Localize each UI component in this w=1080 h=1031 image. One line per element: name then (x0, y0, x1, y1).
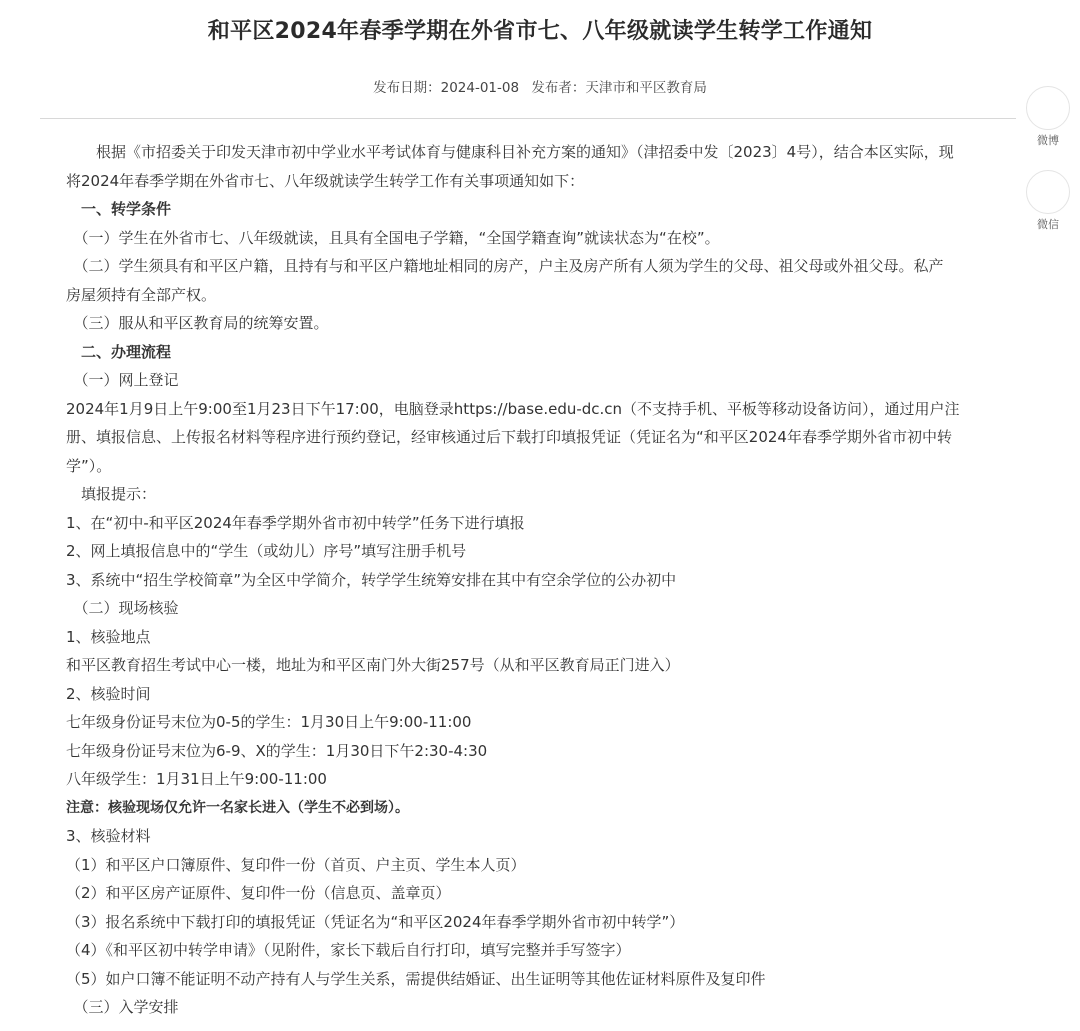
list-item: 3、系统中“招生学校简章”为全区中学简介，转学学生统筹安排在其中有空余学位的公办初中 (66, 570, 677, 589)
share-weibo-button[interactable] (1026, 86, 1070, 148)
publisher: 发布者：天津市和平区教育局 (531, 80, 707, 96)
article-body (66, 138, 1026, 1022)
paragraph: 填报提示： (66, 485, 157, 503)
page-title: 和平区2024年春季学期在外省市七、八年级就读学生转学工作通知 (207, 19, 873, 44)
list-item: 1、核验地点 (66, 627, 151, 646)
publish-date: 发布日期：2024-01-08 (373, 80, 520, 96)
article-meta (0, 76, 1080, 96)
paragraph: （一）学生在外省市七、八年级就读，且具有全国电子学籍，“全国学籍查询”就读状态为“在校”。 (66, 228, 720, 247)
paragraph: 七年级身份证号末位为0-5的学生：1月30日上午9:00-11:00 (66, 713, 472, 731)
section-heading: 二、办理流程 (66, 342, 172, 361)
weibo-icon (1026, 86, 1070, 130)
list-item: 2、核验时间 (66, 684, 151, 703)
paragraph: 房屋须持有全部产权。 (66, 285, 217, 304)
paragraph: （二）学生须具有和平区户籍，且持有与和平区户籍地址相同的房产，户主及房产所有人须为学生的父母、祖父母或外祖父母。私产 (66, 257, 944, 275)
note-text: 注意：核验现场仅允许一名家长进入（学生不必到场）。 (66, 799, 409, 816)
subsection-heading: （二）现场核验 (66, 599, 179, 617)
paragraph: 和平区教育招生考试中心一楼，地址为和平区南门外大街257号（从和平区教育局正门进入） (66, 656, 680, 674)
paragraph: 学”）。 (66, 456, 112, 475)
paragraph: 八年级学生：1月31日上午9:00-11:00 (66, 770, 327, 788)
subsection-heading: （一）网上登记 (66, 371, 179, 389)
subsection-heading: （三）入学安排 (66, 998, 179, 1016)
paragraph: 2024年1月9日上午9:00至1月23日下午17:00，电脑登录https://base.edu-dc.cn（不支持手机、平板等移动设备访问），通过用户注 (66, 399, 960, 418)
paragraph: 册、填报信息、上传报名材料等程序进行预约登记，经审核通过后下载打印填报凭证（凭证名为“和平区2024年春季学期外省市初中转 (66, 428, 952, 446)
list-item: 1、在“初中-和平区2024年春季学期外省市初中转学”任务下进行填报 (66, 513, 525, 532)
list-item: （4）《和平区初中转学申请》（见附件，家长下载后自行打印，填写完整并手写签字） (66, 941, 631, 959)
share-wechat-label: 微信 (1037, 218, 1059, 231)
list-item: 2、网上填报信息中的“学生（或幼儿）序号”填写注册手机号 (66, 542, 467, 560)
share-wechat-button[interactable] (1026, 170, 1070, 232)
paragraph: （三）服从和平区教育局的统筹安置。 (66, 314, 329, 332)
paragraph: 七年级身份证号末位为6-9、X的学生：1月30日下午2:30-4:30 (66, 741, 488, 760)
wechat-icon (1026, 170, 1070, 214)
share-weibo-label: 微博 (1037, 134, 1059, 147)
section-heading: 一、转学条件 (66, 200, 172, 218)
header-divider (40, 118, 1016, 119)
list-item: （3）报名系统中下载打印的填报凭证（凭证名为“和平区2024年春季学期外省市初中转学”） (66, 912, 685, 931)
paragraph: 根据《市招委关于印发天津市初中学业水平考试体育与健康科目补充方案的通知》（津招委中发〔2023〕4号），结合本区实际，现 (66, 143, 954, 161)
list-item: （5）如户口簿不能证明不动产持有人与学生关系，需提供结婚证、出生证明等其他佐证材料原件及复印件 (66, 969, 766, 988)
list-item: （1）和平区户口簿原件、复印件一份（首页、户主页、学生本人页） (66, 855, 526, 874)
paragraph: 将2024年春季学期在外省市七、八年级就读学生转学工作有关事项通知如下： (66, 171, 585, 190)
list-item: （2）和平区房产证原件、复印件一份（信息页、盖章页） (66, 884, 451, 902)
list-item: 3、核验材料 (66, 827, 151, 845)
